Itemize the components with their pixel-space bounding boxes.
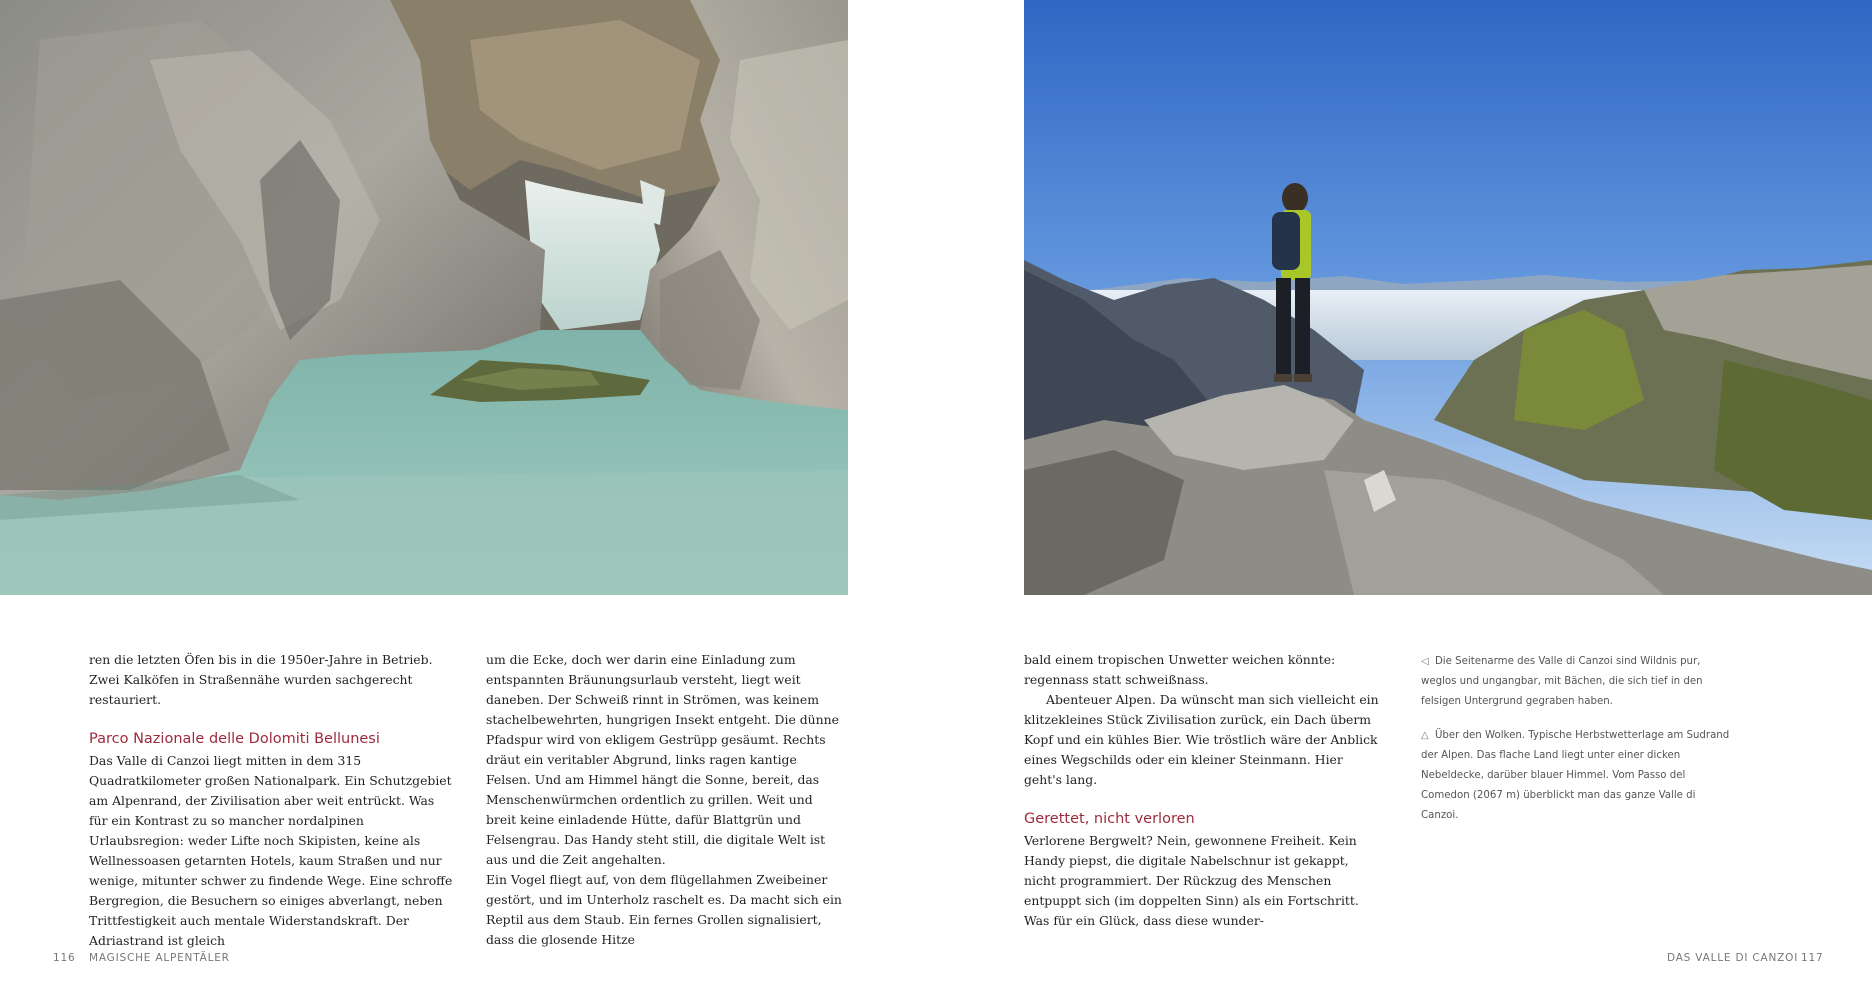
photo-captions [1421, 652, 1731, 840]
arrow-left-icon: ◁ [1421, 656, 1429, 667]
caption-text: Die Seitenarme des Valle di Canzoi sind Wildnis pur, weglos und ungangbar, mit Bächen, die sich tief in den felsigen Untergrund gegraben haben. [1421, 656, 1703, 707]
paragraph: Abenteuer Alpen. Da wünscht man sich vielleicht ein klitzekleines Stück Zivilisation zurück, ein Dach überm Kopf und ein kühles Bier. Wie tröstlich wäre der Anblick eines Wegschilds oder ein kleiner Steinmann. Hier geht's lang. [1024, 692, 1379, 787]
caption [1421, 726, 1731, 826]
paragraph: ren die letzten Öfen bis in die 1950er-Jahre in Betrieb. Zwei Kalköfen in Straßennähe wurden sachgerecht restauriert. [89, 652, 433, 707]
paragraph: Ein Vogel fliegt auf, von dem flügellahmen Zweibeiner gestört, und im Unterholz raschelt es. Da macht sich ein Reptil aus dem Staub. Ein fernes Grollen signalisiert, dass die glosende Hitze [486, 872, 842, 947]
section-heading: Gerettet, nicht verloren [1024, 811, 1195, 827]
paragraph: Verlorene Bergwelt? Nein, gewonnene Freiheit. Kein Handy piepst, die digitale Nabelschnur ist gekappt, nicht programmiert. Der Rückzug des Menschen entpuppt sich (im doppelten Sinn) als ein Fortschritt. Was für ein Glück, dass diese wunder- [1024, 833, 1359, 928]
page-number-right: 117 [1801, 952, 1824, 964]
page-number-left: 116 [53, 952, 76, 964]
caption-text: Über den Wolken. Typische Herbstwetterlage am Sudrand der Alpen. Das flache Land liegt unter einer dicken Nebeldecke, darüber blauer Himmel. Vom Passo del Comedon (2067 m) überblickt man das ganze Valle di Canzoi. [1421, 730, 1730, 821]
canyon-waterfall-photo [0, 0, 848, 595]
section-heading: Parco Nazionale delle Dolomiti Bellunesi [89, 731, 380, 747]
paragraph: um die Ecke, doch wer darin eine Einladung zum entspannten Bräunungsurlaub versteht, liegt weit daneben. Der Schweiß rinnt in Strömen, was keinem stachelbewehrten, hungrigen Insekt entgeht. Die dünne Pfadspur wird von ekligem Gestrüpp gesäumt. Rechts dräut ein veritabler Abgrund, links ragen kantige Felsen. Und am Himmel hängt die Sonne, bereit, das Menschenwürmchen ordentlich zu grillen. Weit und breit keine einladende Hütte, dafür Blattgrün und Felsengrau. Das Handy steht still, die digitale Welt ist aus und die Zeit angehalten. [486, 652, 839, 867]
arrow-up-icon: △ [1421, 730, 1429, 741]
paragraph: Das Valle di Canzoi liegt mitten in dem 315 Quadratkilometer großen Nationalpark. Ein Schutzgebiet am Alpenrand, der Zivilisation aber weit entrückt. Was für ein Kontrast zu so mancher nordalpinen Urlaubsregion: weder Lifte noch Skipisten, keine als Wellnessoasen getarnten Hotels, kaum Straßen und nur wenige, mitunter schwer zu findende Wege. Eine schroffe Bergregion, die Besuchern so einiges abverlangt, neben Trittfestigkeit auch mentale Widerstandskraft. Der Adriastrand ist gleich [89, 753, 453, 948]
running-title-right: DAS VALLE DI CANZOI [1667, 952, 1799, 964]
caption [1421, 652, 1731, 712]
text-column-3 [1024, 650, 1382, 931]
text-column-2 [486, 650, 842, 950]
hiker-summit-photo [1024, 0, 1872, 595]
text-column-1 [89, 650, 453, 951]
running-title-left: MAGISCHE ALPENTÄLER [89, 952, 230, 964]
paragraph: bald einem tropischen Unwetter weichen könnte: regennass statt schweißnass. [1024, 652, 1336, 687]
